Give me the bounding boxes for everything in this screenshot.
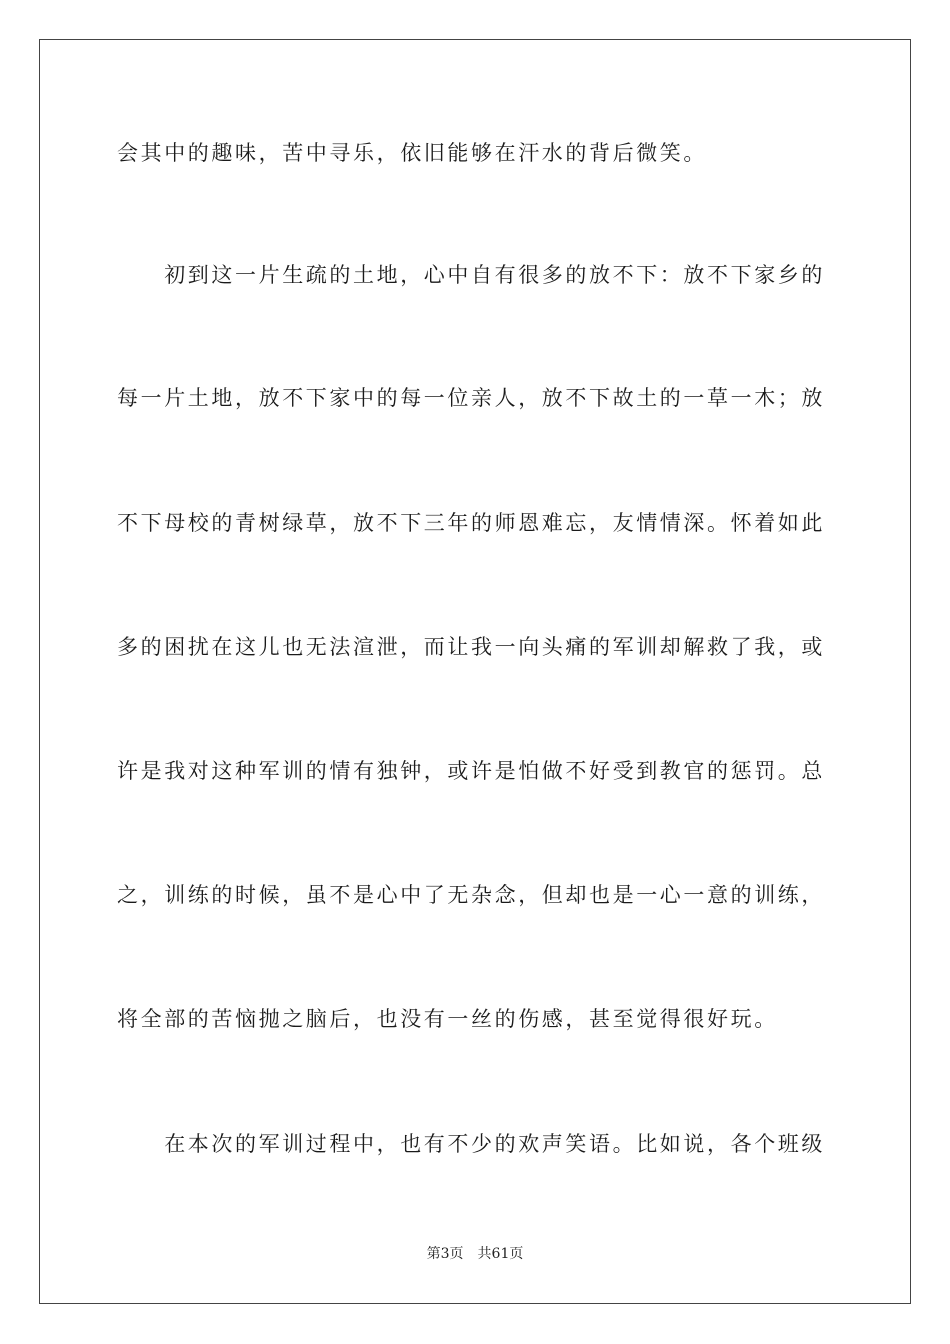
page-footer [0, 1244, 950, 1264]
text-line: 在本次的军训过程中，也有不少的欢声笑语。比如说，各个班级 [117, 1132, 825, 1156]
text-line: 将全部的苦恼抛之脑后，也没有一丝的伤感，甚至觉得很好玩。 [117, 1007, 778, 1031]
text-line: 之，训练的时候，虽不是心中了无杂念，但却也是一心一意的训练， [117, 883, 825, 907]
text-line: 初到这一片生疏的土地，心中自有很多的放不下：放不下家乡的 [117, 263, 825, 287]
page-number-label: 第3页 共61页 [426, 1246, 524, 1262]
text-line: 每一片土地，放不下家中的每一位亲人，放不下故土的一草一木；放 [117, 386, 825, 410]
text-line: 许是我对这种军训的情有独钟，或许是怕做不好受到教官的惩罚。总 [117, 759, 825, 783]
text-line: 不下母校的青树绿草，放不下三年的师恩难忘，友情情深。怀着如此 [117, 511, 825, 535]
text-line: 会其中的趣味，苦中寻乐，依旧能够在汗水的背后微笑。 [117, 141, 707, 165]
text-line: 多的困扰在这儿也无法渲泄，而让我一向头痛的军训却解救了我，或 [117, 635, 825, 659]
page-border [39, 39, 911, 1304]
